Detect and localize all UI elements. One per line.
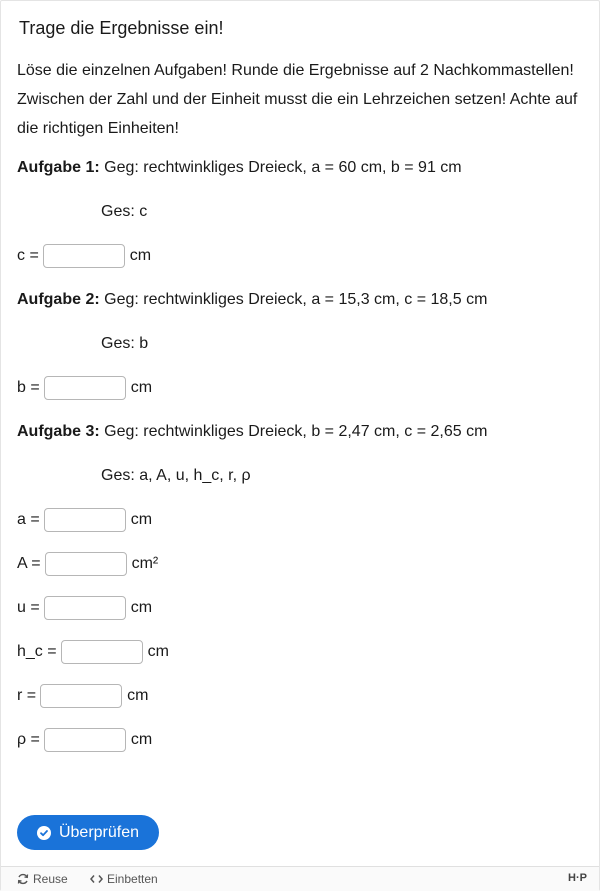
embed-link[interactable] (90, 872, 158, 886)
answer-input-rho[interactable] (44, 728, 126, 752)
answer-row-a (17, 507, 152, 533)
variable-label: ρ = (17, 731, 40, 748)
task-3-label: Aufgabe 3: (17, 423, 100, 440)
task-3-given (17, 423, 487, 441)
unit-label: cm (130, 731, 153, 748)
reuse-label: Reuse (33, 872, 68, 886)
answer-row-u (17, 595, 152, 621)
task-1-given (17, 159, 462, 177)
unit-label: cm (130, 379, 153, 396)
task-1-given-text: Geg: rechtwinkliges Dreieck, a = 60 cm, b = 91 cm (104, 159, 462, 176)
answer-input-hc[interactable] (61, 640, 143, 664)
task-instructions: Löse die einzelnen Aufgaben! Runde die Ergebnisse auf 2 Nachkommastellen! Zwischen der Zahl und der Einheit musst die ein Lehrzeichen setzen! Achte auf die richtigen Einheiten! (17, 62, 578, 137)
variable-label: r = (17, 687, 37, 704)
variable-label: c = (17, 247, 39, 264)
variable-label: a = (17, 511, 40, 528)
check-button-label: Überprüfen (58, 823, 140, 841)
unit-label: cm² (131, 555, 159, 572)
variable-label: u = (17, 599, 40, 616)
answer-input-r[interactable] (40, 684, 122, 708)
answer-input-b[interactable] (44, 376, 126, 400)
task-2-given-text: Geg: rechtwinkliges Dreieck, a = 15,3 cm, c = 18,5 cm (104, 291, 488, 308)
reuse-link[interactable] (17, 872, 68, 886)
variable-label: b = (17, 379, 40, 396)
reuse-icon (17, 873, 29, 885)
answer-row-area (17, 551, 158, 577)
footer-bar (1, 866, 599, 891)
task-title: Trage die Ergebnisse ein! (19, 18, 224, 38)
unit-label: cm (127, 687, 149, 704)
variable-label: A = (17, 555, 41, 572)
unit-label: cm (130, 599, 153, 616)
task-1-wanted: Ges: c (101, 203, 148, 220)
unit-label: cm (129, 247, 152, 264)
task-2-given (17, 291, 487, 309)
unit-label: cm (130, 511, 153, 528)
task-2-wanted: Ges: b (101, 335, 149, 352)
check-circle-icon (37, 826, 51, 840)
task-2-label: Aufgabe 2: (17, 291, 100, 308)
task-3-wanted: Ges: a, A, u, h_c, r, ρ (101, 467, 251, 484)
embed-label: Einbetten (107, 872, 158, 886)
answer-input-a[interactable] (44, 508, 126, 532)
answer-row-rho (17, 727, 152, 753)
answer-input-c[interactable] (43, 244, 125, 268)
code-icon (90, 874, 103, 884)
task-1-label: Aufgabe 1: (17, 159, 100, 176)
check-button[interactable] (17, 815, 159, 850)
answer-row-hc (17, 639, 169, 665)
answer-input-u[interactable] (44, 596, 126, 620)
answer-row-r (17, 683, 148, 709)
h5p-logo[interactable]: H·P (568, 872, 587, 884)
variable-label: h_c = (17, 643, 57, 660)
task-3-given-text: Geg: rechtwinkliges Dreieck, b = 2,47 cm, c = 2,65 cm (104, 423, 488, 440)
answer-row-c (17, 243, 151, 269)
answer-row-b (17, 375, 152, 401)
answer-input-area[interactable] (45, 552, 127, 576)
unit-label: cm (147, 643, 169, 660)
